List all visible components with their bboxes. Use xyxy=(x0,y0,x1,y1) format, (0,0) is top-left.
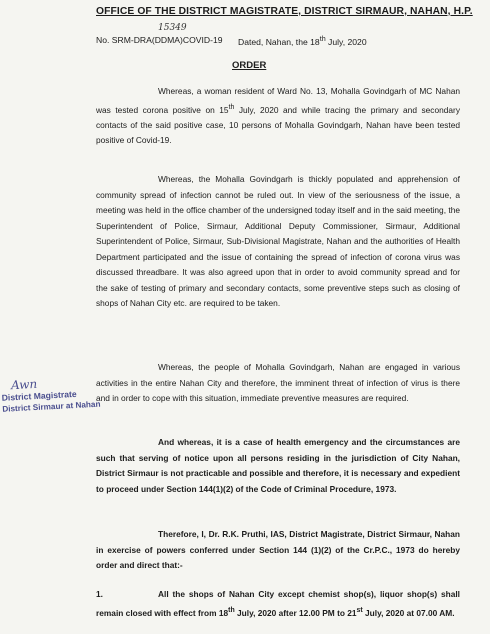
paragraph-1: Whereas, a woman resident of Ward No. 13, Mohalla Govindgarh of MC Nahan was tested corona positive on 15th July, 2020 and while tracing the primary and secondary contacts of the said positive case, 10 persons of Mohalla Govindgarh, Nahan have been tested positive of Covid-19. xyxy=(96,86,460,146)
office-title: OFFICE OF THE DISTRICT MAGISTRATE, DISTRICT SIRMAUR, NAHAN, H.P. xyxy=(96,6,473,17)
order-heading: ORDER xyxy=(232,60,267,71)
paragraph-2: Whereas, the Mohalla Govindgarh is thickly populated and apprehension of community spread of infection cannot be ruled out. In view of the seriousness of the issue, a meeting was held in the office chamber of the undersigned today itself and in the said meeting, the Superintendent of Police, Sirmaur, Additional Deputy Commissioner, Sirmaur, Additional Superintendent of Police, Sirmaur, Sub-Divisional Magistrate, Nahan and the authorities of Health Department participated and the issue of containing the spread of infection of corona virus was discussed threadbare. It was also agreed upon that in order to avoid community spread and for the sake of testing of primary and secondary contacts, some preventive steps such as closing of shops of Nahan City etc. are required to be taken. xyxy=(96,174,460,308)
order-item-1: 1. All the shops of Nahan City except chemist shop(s), liquor shop(s) shall remain closed with effect from 18th July, 2020 after 12.00 PM to 21st July, 2020 at 07.00 AM. xyxy=(96,589,460,618)
reference-number: No. SRM-DRA(DDMA)COVID-19 xyxy=(96,35,223,45)
handwritten-signature: Awn xyxy=(10,376,38,393)
order-date: Dated, Nahan, the 18th July, 2020 xyxy=(238,35,367,47)
stamp-line-2: District Sirmaur at Nahan xyxy=(2,399,101,414)
paragraph-3: Whereas, the people of Mohalla Govindgarh, Nahan are engaged in various activities in the entire Nahan City and therefore, the imminent threat of infection of virus is there and in order to cope with this situation, immediate preventive measures are required. xyxy=(96,362,460,403)
handwritten-number: 15349 xyxy=(158,23,187,33)
reference-line xyxy=(96,35,456,45)
paragraph-4: And whereas, it is a case of health emergency and the circumstances are such that serving of notice upon all persons residing in the jurisdiction of City Nahan, District Sirmaur is not practicable and possible and therefore, it is necessary and expedient to proceed under Section 144(1)(2) of the Code of Criminal Procedure, 1973. xyxy=(96,437,460,494)
official-stamp xyxy=(0,373,111,431)
paragraph-5: Therefore, I, Dr. R.K. Pruthi, IAS, District Magistrate, District Sirmaur, Nahan in exercise of powers conferred under Section 144 (1)(2) of the Cr.P.C., 1973 do hereby order and direct that:- xyxy=(96,529,460,570)
stamp-line-1: District Magistrate xyxy=(1,388,77,403)
